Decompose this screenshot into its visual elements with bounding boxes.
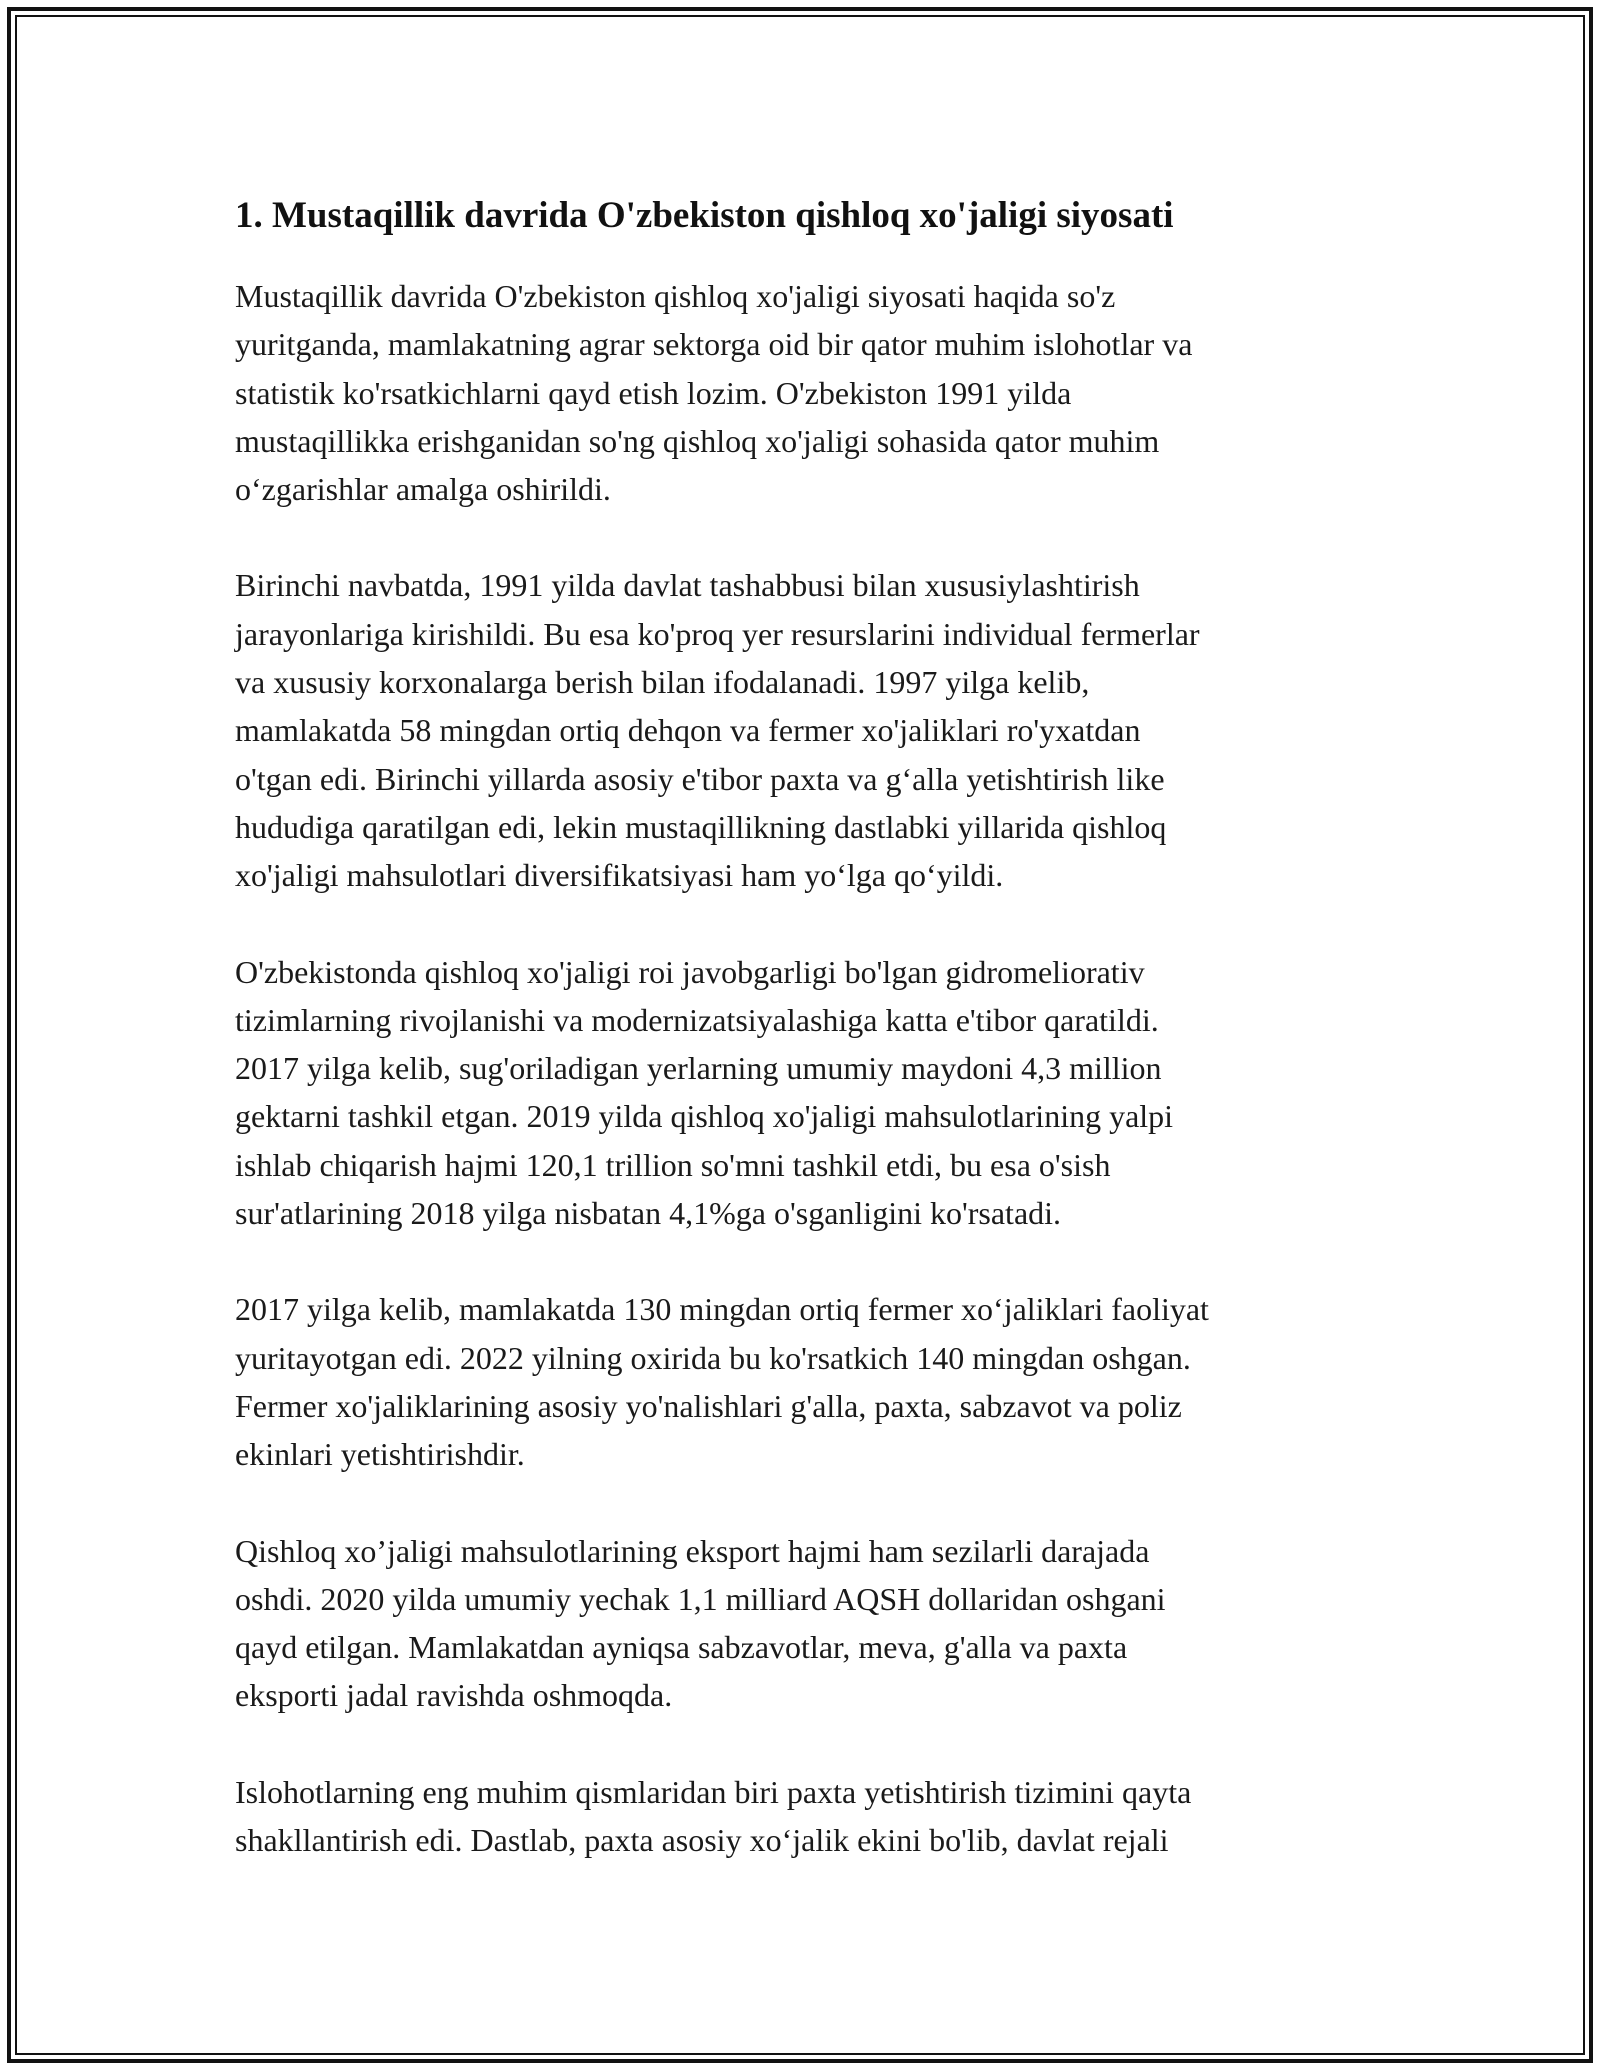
text-line: hududiga qaratilgan edi, lekin mustaqillikning dastlabki yillarida qishloq: [235, 808, 1167, 845]
text-line: mamlakatda 58 mingdan ortiq dehqon va fermer xo'jaliklari ro'yxatdan: [235, 712, 1141, 749]
text-line: xo'jaligi mahsulotlari diversifikatsiyasi ham yo‘lga qo‘yildi.: [235, 857, 1004, 894]
text-line: o'tgan edi. Birinchi yillarda asosiy e'tibor paxta va g‘alla yetishtirish like: [235, 760, 1165, 797]
text-line: tizimlarning rivojlanishi va modernizatsiyalashiga katta e'tibor qaratildi.: [235, 1001, 1159, 1038]
paragraph-6: [235, 1768, 1355, 1865]
text-line: o‘zgarishlar amalga oshirildi.: [235, 471, 611, 508]
text-line: sur'atlarining 2018 yilga nisbatan 4,1%ga o'sganligini ko'rsatadi.: [235, 1195, 1062, 1232]
text-line: qayd etilgan. Mamlakatdan ayniqsa sabzavotlar, meva, g'alla va paxta: [235, 1629, 1128, 1666]
text-line: jarayonlariga kirishildi. Bu esa ko'proq yer resurslarini individual fermerlar: [235, 615, 1200, 652]
paragraph-5: [235, 1527, 1355, 1720]
text-line: Qishloq xo’jaligi mahsulotlarining eksport hajmi ham sezilarli darajada: [235, 1532, 1150, 1569]
text-line: statistik ko'rsatkichlarni qayd etish lozim. O'zbekiston 1991 yilda: [235, 374, 1072, 411]
text-line: gektarni tashkil etgan. 2019 yilda qishloq xo'jaligi mahsulotlarining yalpi: [235, 1098, 1174, 1135]
text-line: Birinchi navbatda, 1991 yilda davlat tashabbusi bilan xususiylashtirish: [235, 567, 1140, 604]
text-line: Fermer xo'jaliklarining asosiy yo'nalishlari g'alla, paxta, sabzavot va poliz: [235, 1387, 1182, 1424]
section-heading: 1. Mustaqillik davrida O'zbekiston qishloq xo'jaligi siyosati: [235, 195, 1174, 236]
text-line: yuritayotgan edi. 2022 yilning oxirida bu ko'rsatkich 140 mingdan oshgan.: [235, 1339, 1191, 1376]
text-line: shakllantirish edi. Dastlab, paxta asosiy xo‘jalik ekini bo'lib, davlat rejali: [235, 1822, 1169, 1859]
text-line: 2017 yilga kelib, mamlakatda 130 mingdan ortiq fermer xo‘jaliklari faoliyat: [235, 1291, 1209, 1328]
text-line: Mustaqillik davrida O'zbekiston qishloq xo'jaligi siyosati haqida so'z: [235, 278, 1116, 314]
paragraph-3: [235, 948, 1355, 1238]
paragraph-2: [235, 561, 1355, 899]
document-body: [235, 188, 1355, 1912]
text-line: yuritganda, mamlakatning agrar sektorga oid bir qator muhim islohotlar va: [235, 326, 1193, 363]
text-line: mustaqillikka erishganidan so'ng qishloq xo'jaligi sohasida qator muhim: [235, 422, 1160, 459]
paragraph-1: [235, 272, 1355, 513]
text-line: va xususiy korxonalarga berish bilan ifodalanadi. 1997 yilga kelib,: [235, 664, 1090, 701]
text-line: ekinlari yetishtirishdir.: [235, 1436, 525, 1473]
paragraph-4: [235, 1285, 1355, 1478]
text-line: oshdi. 2020 yilda umumiy yechak 1,1 milliard AQSH dollaridan oshgani: [235, 1580, 1166, 1617]
text-line: Islohotlarning eng muhim qismlaridan biri paxta yetishtirish tizimini qayta: [235, 1773, 1192, 1810]
text-line: ishlab chiqarish hajmi 120,1 trillion so'mni tashkil etdi, bu esa o'sish: [235, 1146, 1111, 1183]
text-line: 2017 yilga kelib, sug'oriladigan yerlarning umumiy maydoni 4,3 million: [235, 1050, 1162, 1087]
text-line: O'zbekistonda qishloq xo'jaligi roi javobgarligi bo'lgan gidromeliorativ: [235, 953, 1145, 990]
text-line: eksporti jadal ravishda oshmoqda.: [235, 1677, 673, 1714]
